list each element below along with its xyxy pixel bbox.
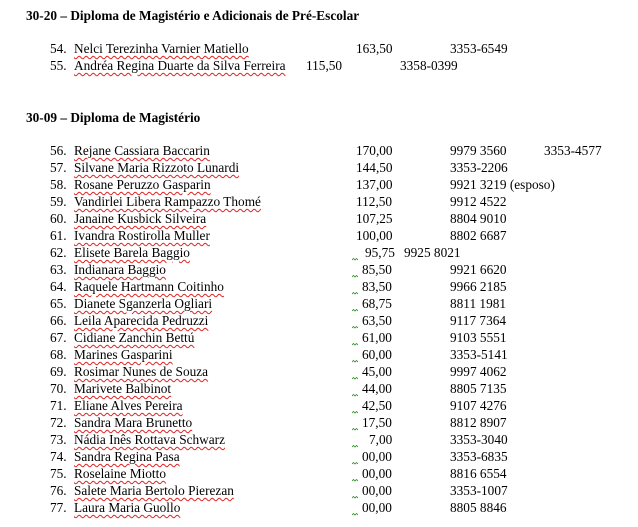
list-item — [0, 431, 638, 448]
phone-primary: 9912 4522 — [450, 194, 507, 209]
person-name: Marines Gasparini — [74, 347, 173, 362]
person-name: Andréa Regina Duarte da Silva Ferreira — [74, 58, 286, 73]
person-name: Roselaine Miotto — [74, 466, 166, 481]
item-number: 70. — [50, 381, 67, 396]
list-item — [0, 380, 638, 397]
item-number: 54. — [50, 41, 67, 56]
phone-primary: 9103 5551 — [450, 330, 507, 345]
person-name: Nádia Inês Rottava Schwarz — [74, 432, 226, 447]
score-value: 112,50 — [356, 194, 393, 209]
item-number: 68. — [50, 347, 67, 362]
score-value: 44,00 — [362, 381, 392, 396]
score-value: 45,00 — [362, 364, 392, 379]
item-number: 74. — [50, 449, 67, 464]
list-item — [0, 193, 638, 210]
score-value: 42,50 — [362, 398, 392, 413]
person-name: Rosane Peruzzo Gasparin — [74, 177, 211, 192]
list-item — [0, 448, 638, 465]
phone-primary: 3353-6835 — [450, 449, 508, 464]
person-name: Indianara Baggio — [74, 262, 166, 277]
list-item — [0, 159, 638, 176]
person-name: Vandirlei Libera Rampazzo Thomé — [74, 194, 261, 209]
list-item — [0, 499, 638, 516]
score-value: 85,50 — [362, 262, 392, 277]
phone-primary: 3353-3040 — [450, 432, 508, 447]
list-item — [0, 414, 638, 431]
list-item — [0, 227, 638, 244]
item-number: 66. — [50, 313, 67, 328]
person-name: Nelci Terezinha Varnier Matiello — [74, 41, 249, 56]
person-name: Laura Maria Guollo — [74, 500, 181, 515]
score-value: 17,50 — [362, 415, 392, 430]
section-heading: 30-09 – Diploma de Magistério — [26, 110, 201, 125]
item-number: 55. — [50, 58, 67, 73]
score-value: 00,00 — [362, 466, 392, 481]
score-value: 137,00 — [356, 177, 393, 192]
list-item — [0, 210, 638, 227]
phone-primary: 8804 9010 — [450, 211, 507, 226]
list-item — [0, 40, 638, 57]
item-number: 64. — [50, 279, 67, 294]
item-number: 62. — [50, 245, 67, 260]
phone-primary: 9997 4062 — [450, 364, 507, 379]
score-value: 60,00 — [362, 347, 392, 362]
phone-primary: 9107 4276 — [450, 398, 507, 413]
item-number: 59. — [50, 194, 67, 209]
person-name: Leila Aparecida Pedruzzi — [74, 313, 209, 328]
score-value: 83,50 — [362, 279, 392, 294]
phone-primary: 9921 6620 — [450, 262, 507, 277]
list-item — [0, 244, 638, 261]
list-item — [0, 261, 638, 278]
score-value: 61,00 — [362, 330, 392, 345]
section-heading: 30-20 – Diploma de Magistério e Adicionais de Pré-Escolar — [26, 8, 360, 23]
item-number: 57. — [50, 160, 67, 175]
phone-primary: 3353-5141 — [450, 347, 508, 362]
list-item — [0, 312, 638, 329]
list-item — [0, 397, 638, 414]
phone-primary: 8802 6687 — [450, 228, 507, 243]
phone-primary: 9117 7364 — [450, 313, 507, 328]
item-number: 76. — [50, 483, 67, 498]
score-value: 170,00 — [356, 143, 393, 158]
score-value: 95,75 — [365, 245, 395, 260]
grammar-squiggle-icon — [352, 513, 358, 516]
score-value: 144,50 — [356, 160, 393, 175]
person-name: Sandra Regina Pasa — [74, 449, 180, 464]
phone-primary: 9966 2185 — [450, 279, 507, 294]
person-name: Cidiane Zanchin Bettú — [74, 330, 195, 345]
phone-secondary: 3353-4577 — [544, 143, 602, 158]
list-item — [0, 482, 638, 499]
score-value: 7,00 — [369, 432, 393, 447]
item-number: 71. — [50, 398, 67, 413]
phone-primary: 9921 3219 (esposo) — [450, 177, 555, 192]
score-value: 107,25 — [356, 211, 393, 226]
item-number: 63. — [50, 262, 67, 277]
score-value: 100,00 — [356, 228, 393, 243]
item-number: 67. — [50, 330, 67, 345]
item-number: 72. — [50, 415, 67, 430]
person-name: Salete Maria Bertolo Pierezan — [74, 483, 234, 498]
item-number: 58. — [50, 177, 67, 192]
phone-primary: 9979 3560 — [450, 143, 507, 158]
phone-primary: 8816 6554 — [450, 466, 507, 481]
list-item — [0, 363, 638, 380]
person-name: Elisete Barela Baggio — [74, 245, 190, 260]
item-number: 65. — [50, 296, 67, 311]
list-item — [0, 295, 638, 312]
list-item — [0, 57, 638, 74]
score-value: 68,75 — [362, 296, 392, 311]
person-name: Silvane Maria Rizzoto Lunardi — [74, 160, 240, 175]
person-name: Janaine Kusbick Silveira — [74, 211, 207, 226]
item-number: 61. — [50, 228, 67, 243]
score-value: 163,50 — [356, 41, 393, 56]
phone-primary: 3353-6549 — [450, 41, 508, 56]
person-name: Rejane Cassiara Baccarin — [74, 143, 210, 158]
phone-primary: 8812 8907 — [450, 415, 507, 430]
phone-primary: 3353-1007 — [450, 483, 508, 498]
score-value: 63,50 — [362, 313, 392, 328]
item-number: 75. — [50, 466, 67, 481]
item-number: 69. — [50, 364, 67, 379]
score-value: 00,00 — [362, 449, 392, 464]
score-value: 115,50 — [306, 58, 343, 73]
person-name: Sandra Mara Brunetto — [74, 415, 193, 430]
item-number: 60. — [50, 211, 67, 226]
person-name: Marivete Balbinot — [74, 381, 172, 396]
list-item — [0, 465, 638, 482]
list-item — [0, 142, 638, 159]
list-item — [0, 176, 638, 193]
person-name: Ivandra Rostirolla Muller — [74, 228, 210, 243]
phone-primary: 3353-2206 — [450, 160, 508, 175]
person-name: Raquele Hartmann Coitinho — [74, 279, 224, 294]
phone-primary: 8811 1981 — [450, 296, 507, 311]
score-value: 00,00 — [362, 500, 392, 515]
person-name: Eliane Alves Pereira — [74, 398, 183, 413]
list-item — [0, 329, 638, 346]
phone-primary: 8805 7135 — [450, 381, 507, 396]
phone-primary: 3358-0399 — [400, 58, 458, 73]
person-name: Dianete Sganzerla Ogliari — [74, 296, 213, 311]
list-item — [0, 346, 638, 363]
score-value: 00,00 — [362, 483, 392, 498]
phone-primary: 8805 8846 — [450, 500, 507, 515]
item-number: 77. — [50, 500, 67, 515]
phone-primary: 9925 8021 — [404, 245, 461, 260]
person-name: Rosimar Nunes de Souza — [74, 364, 209, 379]
item-number: 73. — [50, 432, 67, 447]
list-item — [0, 278, 638, 295]
item-number: 56. — [50, 143, 67, 158]
